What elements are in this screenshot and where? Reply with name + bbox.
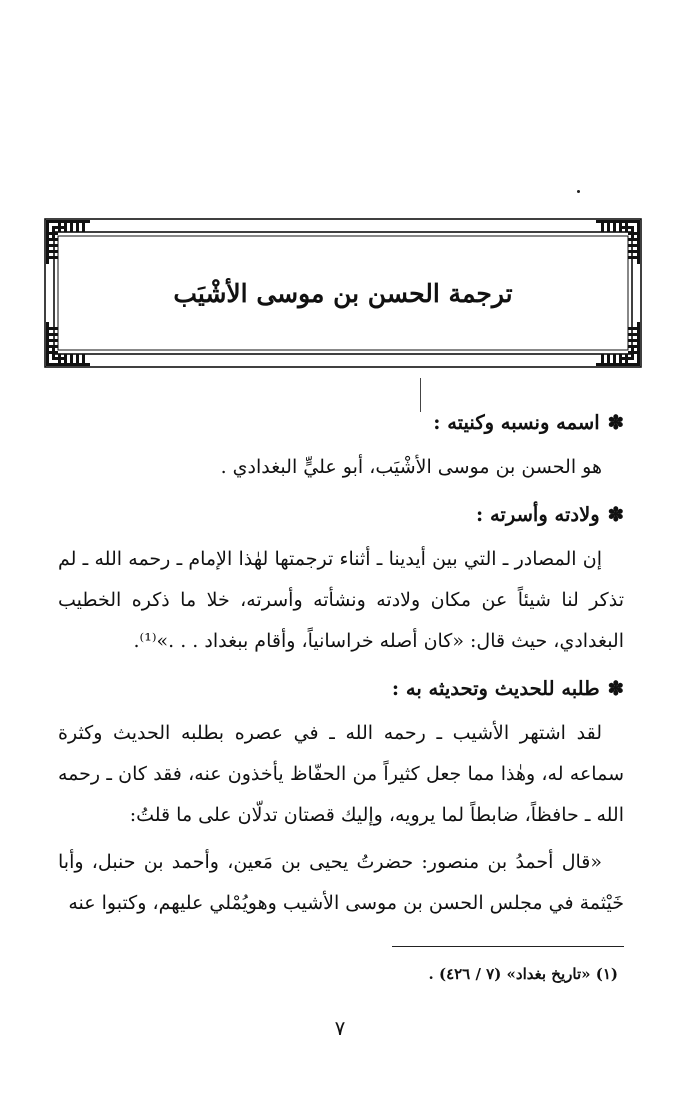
asterisk-icon: ✽ (607, 411, 624, 434)
paragraph-birth: إن المصادر ـ التي بين أيدينا ـ أثناء ترجمتها لهٰذا الإمام ـ رحمه الله ـ لم تذكر لنا شيئاً عن مكان ولادته ونشأته وأسرته، خلا ما ذكره الخطيب البغدادي، حيث قال: «كان أصله خراسانياً، وأقام ببغداد . . .»⁽¹⁾. (58, 548, 624, 652)
footnote: (١) «تاريخ بغداد» (٧ / ٤٢٦) . (428, 965, 618, 983)
paragraph-name: هو الحسن بن موسى الأشْيَب، أبو عليٍّ البغدادي . (220, 456, 602, 478)
body-text (58, 402, 624, 930)
paragraph-quote: «قال أحمدُ بن منصور: حضرتُ يحيى بن مَعين، وأحمد بن حنبل، وأبا خَيْثمة في مجلس الحسن بن موسى الأشيب وهويُمْلي عليهم، وكتبوا عنه (58, 851, 624, 914)
title-frame (44, 218, 642, 368)
paragraph-hadith: لقد اشتهر الأشيب ـ رحمه الله ـ في عصره بطلبه الحديث وكثرة سماعه له، وهٰذا مما جعل كثيراً من الحفّاظ يأخذون عنه، فقد كان ـ رحمه الله ـ حافظاً، ضابطاً لما يرويه، وإليك قصتان تدلّان على ما قلتُ: (58, 722, 624, 826)
asterisk-icon: ✽ (607, 677, 624, 700)
asterisk-icon: ✽ (607, 503, 624, 526)
section-heading-birth: ✽ولادته وأسرته : (475, 503, 624, 526)
section-heading-hadith: ✽طلبه للحديث وتحديثه به : (391, 677, 624, 700)
section-heading-name: ✽اسمه ونسبه وكنيته : (433, 411, 624, 434)
page-number: ٧ (334, 1016, 346, 1040)
ink-speck (577, 190, 580, 193)
footnote-divider (392, 946, 624, 947)
chapter-title: ترجمة الحسن بن موسى الأشْيَب (173, 279, 513, 308)
